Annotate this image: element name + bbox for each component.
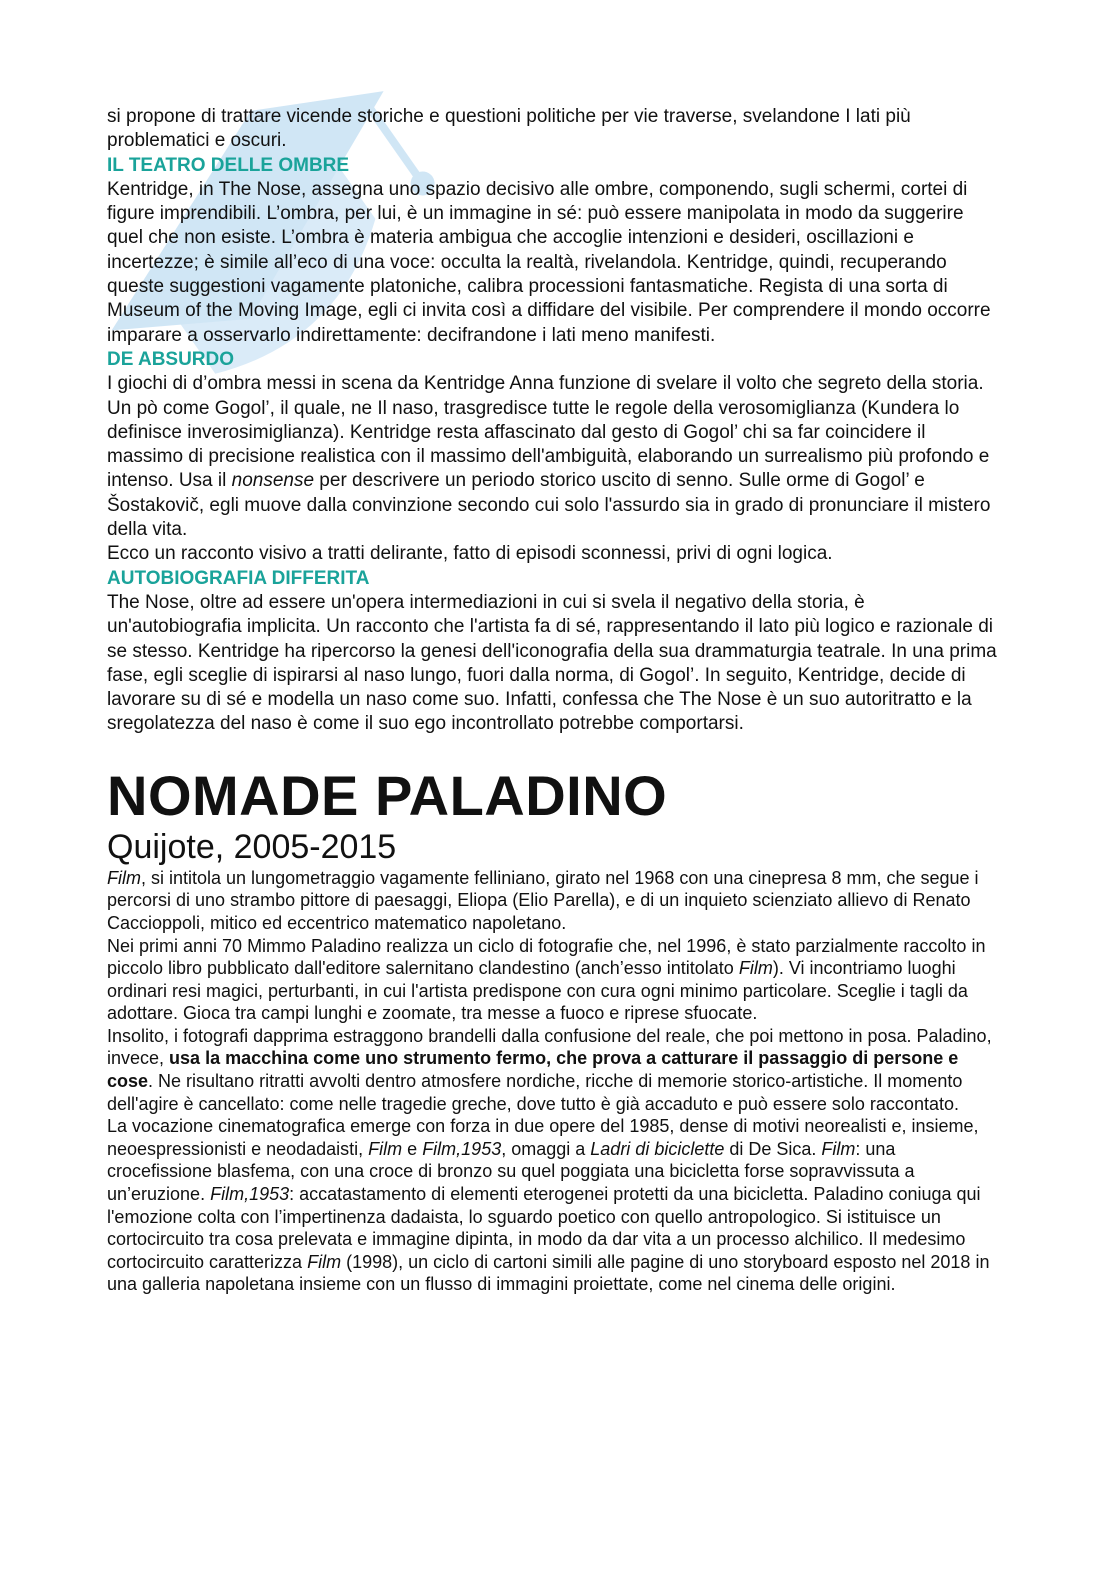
bold-passage: usa la macchina come uno strumento fermo, che prova a catturare il passaggio di persone e cose [107,1048,959,1092]
section-paladino [107,867,1002,1296]
paragraph-autobiografia: The Nose, oltre ad essere un'opera intermediazioni in cui si svela il negativo della storia, è un'autobiografia implicita. Un racconto che l'artista fa di sé, rappresentando il lato più logico e razionale di se stesso. Kentridge ha ripercorso la genesi dell'iconografia della sua drammaturgia teatrale. In una prima fase, egli sceglie di ispirarsi al naso lungo, fuori dalla norma, di Gogol’. In seguito, Kentridge, decide di lavorare su di sé e modella un naso come suo. Infatti, confessa che The Nose è un suo autoritratto e la sregolatezza del naso è come il suo ego incontrollato potrebbe comportarsi. [107,591,997,735]
section-title: NOMADE PALADINO [107,763,668,827]
paragraph-racconto: Ecco un racconto visivo a tratti delirante, fatto di episodi sconnessi, privi di ogni logica. [107,543,833,565]
paragraph-absurdo: I giochi di d’ombra messi in scena da Kentridge Anna funzione di svelare il volto che segreto della storia. Un pò come Gogol’, il quale, ne Il naso, trasgredisce tutte le regole della verosomiglianza (Kundera lo definisce inverosimiglianza). Kentridge resta affascinato dal gesto di Gogol’ chi sa far coincidere il massimo di precisione realistica con il massimo dell'ambiguità, elaborando un surrealismo più profondo e intenso. Usa il nonsense per descrivere un periodo storico uscito di senno. Sulle orme di Gogol’ e Šostakovič, egli muove dalla convinzione secondo cui solo l'assurdo sia in grado di pronunciare il mistero della vita. [107,373,991,541]
nonsense-term: nonsense [231,470,315,492]
heading-teatro-ombre: IL TEATRO DELLE OMBRE [107,154,350,176]
paragraph-vocazione: La vocazione cinematografica emerge con forza in due opere del 1985, dense di motivi neorealisti e, insieme, neoespressionisti e neodadaisti, Film e Film,1953, omaggi a Ladri di biciclette di De Sica. Film: una crocefissione blasfema, con una croce di bronzo su quel poggiata una bicicletta forse sopravvissuta a un’eruzione. Film,1953: accatastamento di elementi eterogenei protetti da una bicicletta. Paladino coniuga qui l'emozione colta con l’impertinenza dadaista, lo sguardo poetico con quello antropologico. Si istituisce un cortocircuito tra cosa prelevata e immagine dipinta, in modo da dar vita a un processo alchilico. Il medesimo cortocircuito caratterizza Film (1998), un ciclo di cartoni simili alle pagine di uno storyboard esposto nel 2018 in una galleria napoletana insieme con un flusso di immagini proiettate, come nel cinema delle origini. [107,1116,990,1295]
paragraph-ombre: Kentridge, in The Nose, assegna uno spazio decisivo alle ombre, componendo, sugli schermi, cortei di figure imprendibili. L’ombra, per lui, è un immagine in sé: può essere manipolata in modo da suggerire quel che non esiste. L’ombra è materia ambigua che accoglie intenzioni e desideri, oscillazioni e incertezze; è simile all’eco di una voce: occulta la realtà, rivelandola. Kentridge, quindi, recuperando queste suggestioni vagamente platoniche, calibra processioni fantasmatiche. Regista di una sorta di Museum of the Moving Image, egli ci invita così a diffidare del visibile. Per comprendere il mondo occorre imparare a osservarlo indirettamente: decifrandone i lati meno manifesti. [107,178,991,346]
section-subtitle: Quijote, 2005-2015 [107,827,397,866]
heading-autobiografia: AUTOBIOGRAFIA DIFFERITA [107,567,370,589]
paragraph-fotografi: Insolito, i fotografi dapprima estraggono brandelli dalla confusione del reale, che poi mettono in posa. Paladino, invece, usa la macchina come uno strumento fermo, che prova a catturare il passaggio di persone e cose. Ne risultano ritratti avvolti dentro atmosfere nordiche, ricche di memorie storico-artistiche. Il momento dell'agire è cancellato: come nelle tragedie greche, dove tutto è già accaduto e può essere solo raccontato. [107,1025,992,1114]
section-kentridge [107,105,1002,737]
document-page [107,105,1002,1296]
heading-de-absurdo: DE ABSURDO [107,348,235,370]
paragraph-film: Film, si intitola un lungometraggio vagamente felliniano, girato nel 1968 con una cinepresa 8 mm, che segue i percorsi di uno strambo pittore di paesaggi, Eliopa (Elio Parella), e di un inquieto scienziato allievo di Renato Caccioppoli, mitico ed eccentrico matematico napoletano. [107,867,979,933]
paragraph-fotografie: Nei primi anni 70 Mimmo Paladino realizza un ciclo di fotografie che, nel 1996, è stato parzialmente raccolto in piccolo libro pubblicato dall'editore salernitano clandestino (anch’esso intitolato Film). Vi incontriamo luoghi ordinari resi magici, perturbanti, in cui l'artista predispone con cura ogni minimo particolare. Sceglie i tagli da adottare. Gioca tra campi lunghi e zoomate, tra messe a fuoco e riprese sfuocate. [107,935,986,1024]
intro-paragraph: si propone di trattare vicende storiche e questioni politiche per vie traverse, svelandone I lati più problematici e oscuri. [107,106,911,152]
